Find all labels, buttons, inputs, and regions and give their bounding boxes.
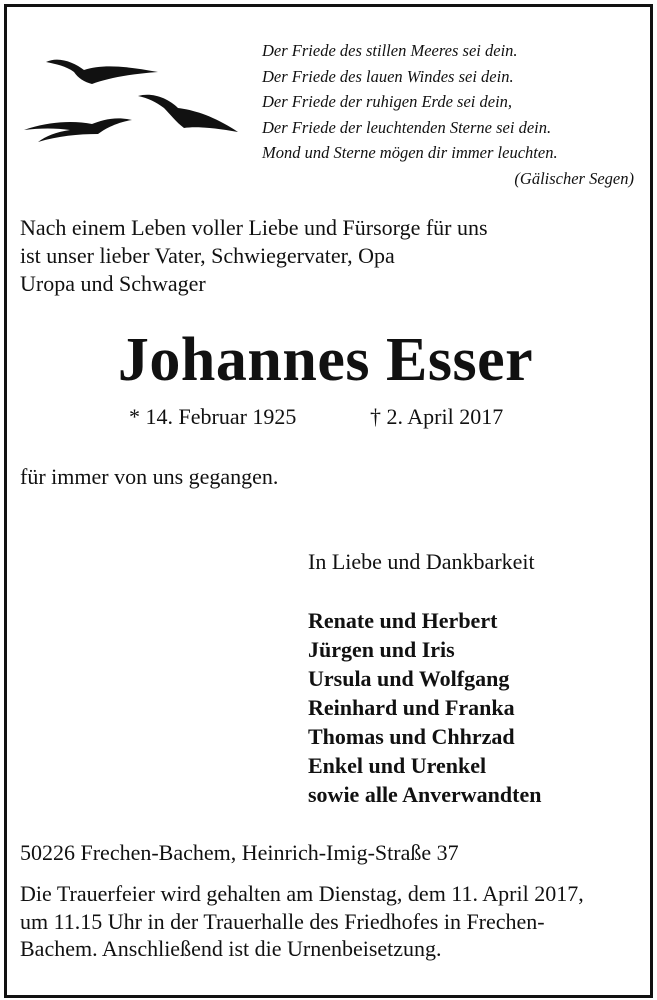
departure-text: für immer von uns gegangen.: [20, 464, 279, 489]
intro-line: Uropa und Schwager: [20, 271, 206, 296]
intro-text: [20, 214, 630, 298]
life-dates: [0, 402, 651, 432]
family-address: 50226 Frechen-Bachem, Heinrich-Imig-Straße 37: [20, 840, 459, 865]
service-line: Bachem. Anschließend ist die Urnenbeisetzung.: [20, 936, 442, 961]
mourner-name: sowie alle Anverwandten: [308, 782, 542, 807]
poem-line: Der Friede des lauen Windes sei dein.: [262, 66, 514, 86]
bird-top-icon: [46, 60, 158, 84]
flying-birds-icon: [18, 50, 248, 145]
bird-left-icon: [24, 118, 132, 142]
intro-line: ist unser lieber Vater, Schwiegervater, Opa: [20, 243, 395, 268]
poem-line: Der Friede der leuchtenden Sterne sei dein.: [262, 117, 552, 137]
service-line: Die Trauerfeier wird gehalten am Dienstag, dem 11. April 2017,: [20, 881, 584, 906]
mourner-name: Jürgen und Iris: [308, 637, 455, 662]
mourners-heading: In Liebe und Dankbarkeit: [308, 549, 535, 574]
poem-line: Der Friede der ruhigen Erde sei dein,: [262, 92, 513, 111]
funeral-service-info: [20, 880, 640, 963]
service-line: um 11.15 Uhr in der Trauerhalle des Friedhofes in Frechen-: [20, 908, 545, 934]
mourner-name: Enkel und Urenkel: [308, 753, 487, 778]
mourners-list: [308, 606, 541, 809]
mourner-name: Ursula und Wolfgang: [308, 666, 510, 691]
poem-line: Der Friede des stillen Meeres sei dein.: [262, 41, 518, 60]
death-date: † 2. April 2017: [370, 404, 504, 429]
poem-line: Mond und Sterne mögen dir immer leuchten.: [262, 143, 558, 162]
intro-line: Nach einem Leben voller Liebe und Fürsorge für uns: [20, 215, 488, 240]
mourner-name: Reinhard und Franka: [308, 695, 515, 720]
deceased-name: Johannes Esser: [117, 326, 534, 394]
poem: [262, 38, 634, 191]
poem-source: (Gälischer Segen): [514, 168, 634, 188]
mourner-name: Thomas und Chhrzad: [308, 724, 515, 749]
birth-date: * 14. Februar 1925: [129, 404, 297, 429]
mourner-name: Renate und Herbert: [308, 608, 498, 633]
bird-right-icon: [138, 95, 238, 132]
